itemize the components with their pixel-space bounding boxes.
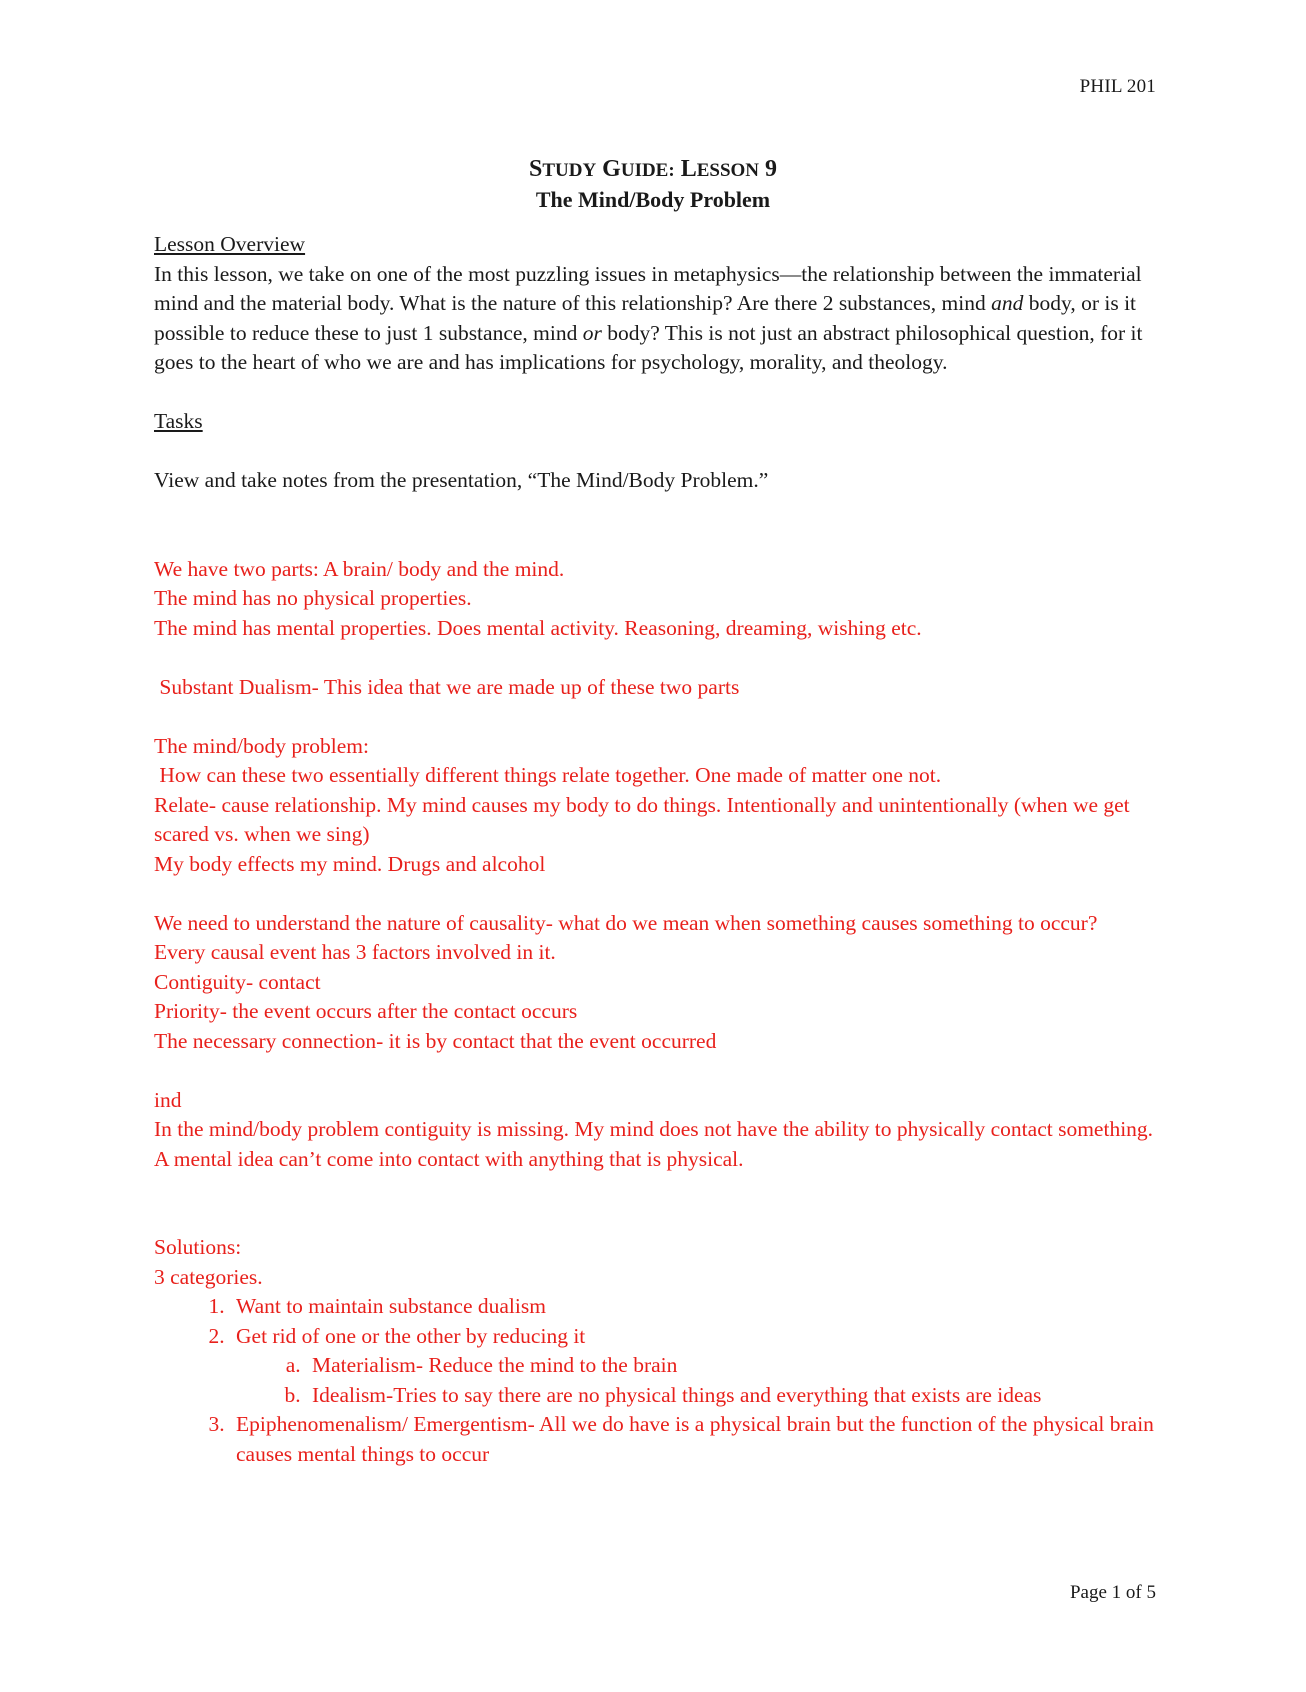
overview-paragraph — [154, 260, 1154, 378]
note-line: The mind has mental properties. Does mental activity. Reasoning, dreaming, wishing etc. — [154, 615, 922, 640]
solution-subitem — [306, 1351, 1154, 1381]
solution-text: Idealism-Tries to say there are no physical things and everything that exists are ideas — [312, 1382, 1042, 1407]
page-title — [0, 154, 1306, 186]
title-cap: S — [528, 156, 543, 182]
course-code: PHIL 201 — [1079, 76, 1156, 97]
solution-text: Get rid of one or the other by reducing it — [236, 1323, 586, 1348]
solution-text: Materialism- Reduce the mind to the brain — [312, 1353, 678, 1377]
tasks-heading: Tasks — [154, 409, 203, 433]
overview-text: In this lesson, we take on one of the most puzzling issues in metaphysics—the relationship between the immaterial mind and the material body. What is the nature of this relationship? Are there 2 substances, mind — [154, 261, 1142, 315]
overview-text: body? This is not just an abstract philosophical question, for it goes to the heart of who we are and has implications for psychology, morality, and theology. — [154, 320, 1143, 374]
solution-item — [230, 1292, 1154, 1322]
overview-heading: Lesson Overview — [154, 232, 306, 256]
solution-text: Want to maintain substance dualism — [236, 1294, 546, 1318]
title-cap: G — [602, 156, 621, 182]
title-smallcaps: ESSON — [696, 160, 760, 181]
note-line: The necessary connection- it is by contact that the event occurred — [154, 1028, 717, 1053]
solution-sublist — [236, 1351, 1154, 1410]
note-line: How can these two essentially different things relate together. One made of matter one not. — [154, 763, 942, 787]
note-line: Relate- cause relationship. My mind causes my body to do things. Intentionally and unintentionally (when we get scared vs. when we sing) — [154, 792, 1130, 846]
note-line: Solutions: — [154, 1235, 242, 1259]
title-block — [0, 154, 1306, 214]
solution-text: Epiphenomenalism/ Emergentism- All we do have is a physical brain but the function of the physical brain causes mental things to occur — [236, 1412, 1154, 1466]
note-line: In the mind/body problem contiguity is missing. My mind does not have the ability to physically contact something. A mental idea can’t come into contact with anything that is physical. — [154, 1117, 1154, 1171]
overview-emphasis: and — [991, 291, 1024, 315]
tasks-instruction: View and take notes from the presentation, “The Mind/Body Problem.” — [154, 468, 769, 492]
note-line: My body effects my mind. Drugs and alcohol — [154, 851, 546, 876]
note-line: We have two parts: A brain/ body and the mind. — [154, 556, 565, 581]
solution-item — [230, 1322, 1154, 1411]
page-number: Page 1 of 5 — [1069, 1582, 1156, 1603]
solutions-list — [154, 1292, 1154, 1469]
overview-text: body, or is it possible to reduce these to just 1 substance, mind — [154, 291, 1137, 345]
overview-emphasis: or — [582, 320, 602, 345]
note-line: Substant Dualism- This idea that we are made up of these two parts — [154, 674, 740, 699]
note-line: 3 categories. — [154, 1264, 263, 1289]
note-line: Contiguity- contact — [154, 969, 321, 994]
note-line: We need to understand the nature of causality- what do we mean when something causes something to occur? Every causal event has 3 factors involved in it. — [154, 910, 1098, 964]
document-body — [154, 230, 1154, 1469]
solution-item — [230, 1410, 1154, 1469]
title-smallcaps: UIDE: — [620, 160, 675, 181]
note-line: Priority- the event occurs after the contact occurs — [154, 999, 578, 1023]
note-line: ind — [154, 1087, 182, 1112]
title-cap: L — [680, 156, 697, 182]
solution-subitem — [306, 1381, 1154, 1411]
note-line: The mind/body problem: — [154, 733, 369, 758]
student-notes — [154, 555, 1154, 1470]
title-number: 9 — [765, 156, 778, 182]
note-line: The mind has no physical properties. — [154, 586, 472, 610]
title-smallcaps: TUDY — [542, 160, 597, 181]
page-subtitle: The Mind/Body Problem — [535, 187, 771, 212]
